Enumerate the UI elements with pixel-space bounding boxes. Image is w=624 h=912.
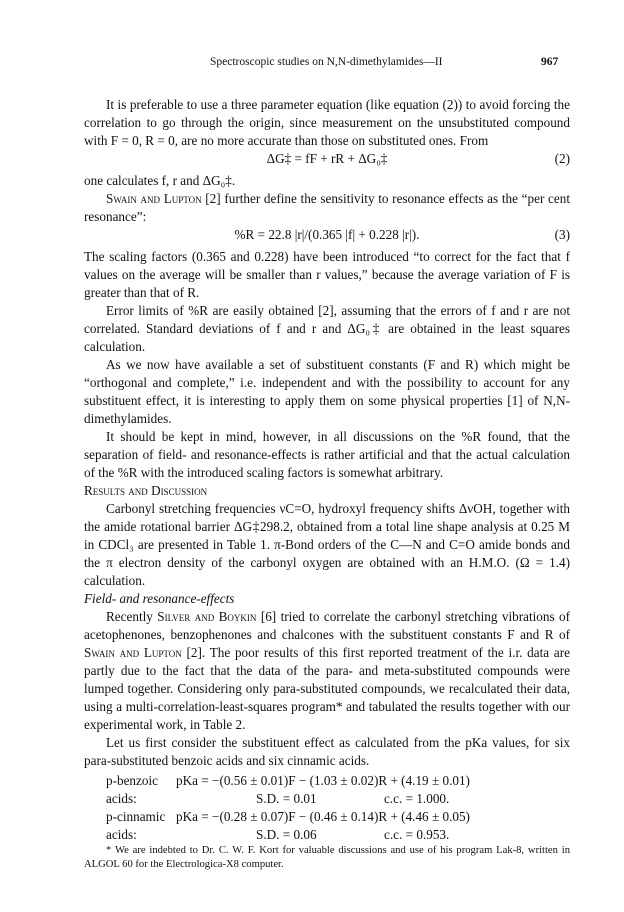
paragraph: The scaling factors (0.365 and 0.228) have been introduced “to correct for the fact that f values on the average will be smaller than r values,” because the average variation of F is greater than that of R.	[84, 249, 570, 300]
author-names: Silver and Boykin	[157, 609, 257, 624]
regression-stats	[84, 790, 570, 808]
equation-number: (2)	[554, 151, 570, 166]
regression-label: acids:	[106, 791, 137, 806]
paragraph: Let us first consider the substituent effect as calculated from the pKa values, for six para-substituted benzoic acids and six cinnamic acids.	[84, 735, 570, 768]
paragraph: one calculates f, r and ΔG₀‡.	[84, 173, 236, 188]
equation-3	[84, 226, 570, 248]
paragraph: Carbonyl stretching frequencies νC=O, hydroxyl frequency shifts ΔνOH, together with the amide rotational barrier ΔG‡298.2, obtained from a total line shape analysis at 0.25 M in CDCl₃ are presented in Table 1. π-Bond orders of the C—N and C=O amide bonds and the π electron density of the carbonyl oxygen are obtained with an H.M.O. (Ω = 1.4) calculation.	[84, 501, 570, 588]
regression-equation: pKa = −(0.56 ± 0.01)F − (1.03 ± 0.02)R + (4.19 ± 0.01)	[176, 773, 470, 788]
equation-number: (3)	[554, 227, 570, 242]
paragraph	[84, 190, 570, 226]
article-body	[84, 96, 570, 872]
correlation-coefficient: c.c. = 1.000.	[384, 791, 450, 806]
paragraph: Error limits of %R are easily obtained [2], assuming that the errors of f and r are not correlated. Standard deviations of f and r and ΔG₀‡ are obtained in the least squares calculation.	[84, 303, 570, 354]
regression-equation: pKa = −(0.28 ± 0.07)F − (0.46 ± 0.14)R + (4.46 ± 0.05)	[176, 809, 470, 824]
regression-label: p-cinnamic	[106, 809, 166, 824]
paragraph-text: [2]. The poor results of this first reported treatment of the i.r. data are partly due to the fact that the data of the para- and meta-substituted compounds were lumped together. Considering only para-substituted compounds, we recalculated their data, using a multi-correlation-least-squares program* and tabulated the results together with our experimental work, in Table 2.	[84, 645, 570, 732]
author-names: Swain and Lupton	[106, 191, 202, 206]
running-title: Spectroscopic studies on N,N-dimethylamides—II	[210, 56, 443, 68]
equation-2	[84, 150, 570, 172]
section-heading: Results and Discussion	[84, 483, 208, 498]
regression-line	[84, 808, 570, 826]
regression-label: acids:	[106, 827, 137, 842]
equation-text: %R = 22.8 |r|/(0.365 |f| + 0.228 |r|).	[234, 227, 420, 242]
correlation-coefficient: c.c. = 0.953.	[384, 827, 450, 842]
regression-block	[84, 772, 570, 844]
paragraph: It should be kept in mind, however, in all discussions on the %R found, that the separation of field- and resonance-effects is rather artificial and that the actual calculation of the %R with the introduced scaling factors is somewhat arbitrary.	[84, 429, 570, 480]
page-number: 967	[541, 56, 559, 68]
paragraph-text: [2] further define the sensitivity to resonance effects as the “per cent resonance”:	[84, 191, 570, 224]
regression-stats	[84, 826, 570, 844]
paragraph	[84, 608, 570, 734]
standard-deviation: S.D. = 0.01	[256, 791, 317, 806]
subsection-heading: Field- and resonance-effects	[84, 591, 235, 606]
paragraph-text: Recently	[106, 609, 158, 624]
paragraph: As we now have available a set of substituent constants (F and R) which might be “orthogonal and complete,” i.e. independent and with the possibility to account for any substituent effect, it is interesting to apply them on some physical properties [1] of N,N-dimethylamides.	[84, 357, 570, 426]
footnote: * We are indebted to Dr. C. W. F. Kort for valuable discussions and use of his program Lak-8, written in ALGOL 60 for the Electrologica-X8 computer.	[84, 845, 570, 870]
regression-line	[84, 772, 570, 790]
paragraph-text: [6] tried to correlate the carbonyl stretching vibrations of acetophenones, benzophenones and chalcones with the substituent constants F and R of	[84, 609, 570, 642]
paragraph: It is preferable to use a three parameter equation (like equation (2)) to avoid forcing the correlation to go through the origin, since measurement on the unsubstituted compound with F = 0, R = 0, are no more accurate than those on substituted ones. From	[84, 97, 570, 148]
regression-label: p-benzoic	[106, 773, 158, 788]
equation-text: ΔG‡ = fF + rR + ΔG₀‡	[266, 151, 388, 166]
author-names: Swain and Lupton	[84, 645, 182, 660]
standard-deviation: S.D. = 0.06	[256, 827, 317, 842]
